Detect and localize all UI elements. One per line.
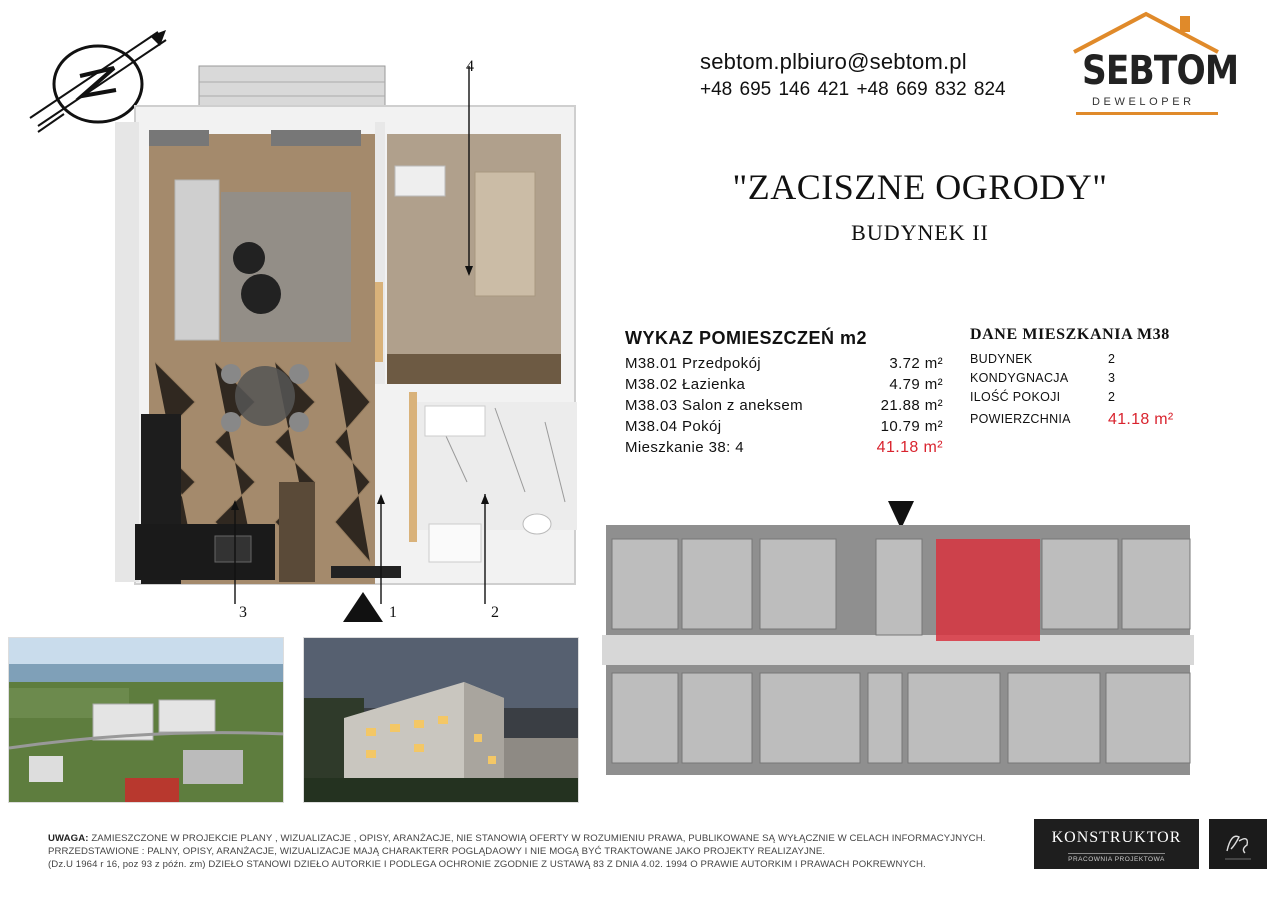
studio-signature-logo	[1209, 819, 1267, 869]
apartment-m38-highlight	[936, 539, 1040, 641]
room-row	[625, 416, 955, 437]
building-visualization-photo	[303, 637, 579, 803]
project-title: "ZACISZNE OGRODY"	[732, 167, 1108, 207]
room-area: 3.72 m²	[889, 355, 943, 372]
room-area: 10.79 m²	[880, 418, 943, 435]
section-label-4: 4	[466, 58, 474, 75]
room-name: M38.02 Łazienka	[625, 376, 746, 393]
apartment-data	[970, 326, 1210, 429]
room-name: M38.01 Przedpokój	[625, 355, 762, 372]
room-total-row	[625, 437, 955, 458]
apartment-data-row	[970, 350, 1210, 369]
section-label-3: 3	[239, 604, 247, 621]
data-key: ILOŚĆ POKOJI	[970, 390, 1061, 404]
logo-brand-text: SEBTOM	[1082, 48, 1239, 94]
data-value: 2	[1108, 352, 1116, 366]
apartment-data-heading: DANE MIESZKANIA M38	[970, 326, 1170, 343]
disclaimer-line-1: ZAMIESZCZONE W PROJEKCIE PLANY , WIZUALIZACJE , OPISY, ARANŻACJE, NIE STANOWIĄ OFERTY W ROZUMIENIU PRAWA, PUBLIKOWANE SĄ WYŁĄCZNIE W CELACH INFORMACYJNYCH.	[91, 833, 986, 844]
contact-email[interactable]: sebtom.plbiuro@sebtom.pl	[700, 49, 967, 74]
data-value: 2	[1108, 390, 1116, 404]
logo-sub-text: DEWELOPER	[1092, 96, 1195, 108]
data-key: BUDYNEK	[970, 352, 1033, 366]
disclaimer-line-3: (Dz.U 1964 r 16, poz 93 z późn. zm) DZIEŁO STANOWI DZIEŁO AUTORKIE I PODLEGA OCHRONIE ZGODNIE Z USTAWĄ 83 Z DNIA 4.02. 1994 O PRAWIE AUTORKIM I PRAWACH POKREWNYCH.	[48, 859, 926, 870]
disclaimer-line-2: PRRZEDSTAWIONE : PALNY, OPISY, ARANŻACJE, WIZUALIZACJE MAJĄ CHARAKTERR POGLĄDAOWY I NIE MOGĄ BYĆ TRAKTOWANE JAKO PROJEKTY REALIZAYJNE.	[48, 846, 826, 857]
room-area: 21.88 m²	[880, 397, 943, 414]
logo-underline	[1076, 112, 1218, 115]
section-label-2: 2	[491, 604, 499, 621]
konstruktor-name: KONSTRUKTOR	[1051, 829, 1182, 846]
section-label-1: 1	[389, 604, 397, 621]
building-floor-plan	[598, 495, 1198, 785]
apartment-total-label: Mieszkanie 38: 4	[625, 439, 744, 456]
data-key: POWIERZCHNIA	[970, 412, 1071, 426]
room-list-heading: WYKAZ POMIESZCZEŃ m2	[625, 328, 868, 348]
disclaimer-label: UWAGA:	[48, 833, 89, 844]
apartment-data-row	[970, 369, 1210, 388]
aerial-site-photo	[8, 637, 284, 803]
konstruktor-tagline: PRACOWNIA PROJEKTOWA	[1068, 853, 1165, 863]
room-row	[625, 395, 955, 416]
room-name: M38.04 Pokój	[625, 418, 722, 435]
apartment-data-row	[970, 388, 1210, 407]
data-value: 3	[1108, 371, 1116, 385]
room-area: 4.79 m²	[889, 376, 943, 393]
disclaimer-note	[48, 832, 1028, 871]
apartment-total-area: 41.18 m²	[876, 439, 943, 456]
data-key: KONDYGNACJA	[970, 371, 1069, 385]
contact-phones[interactable]: +48 695 146 421 +48 669 832 824	[700, 79, 1006, 100]
apartment-data-row	[970, 410, 1210, 429]
room-row	[625, 374, 955, 395]
room-list	[625, 328, 955, 458]
surface-value: 41.18 m²	[1108, 411, 1174, 428]
room-name: M38.03 Salon z aneksem	[625, 397, 804, 414]
contact-block	[700, 48, 1060, 102]
apartment-floor-plan	[95, 62, 605, 622]
room-row	[625, 353, 955, 374]
sebtom-logo	[1068, 8, 1239, 116]
konstruktor-logo	[1034, 819, 1199, 869]
building-subtitle: BUDYNEK II	[851, 220, 989, 245]
